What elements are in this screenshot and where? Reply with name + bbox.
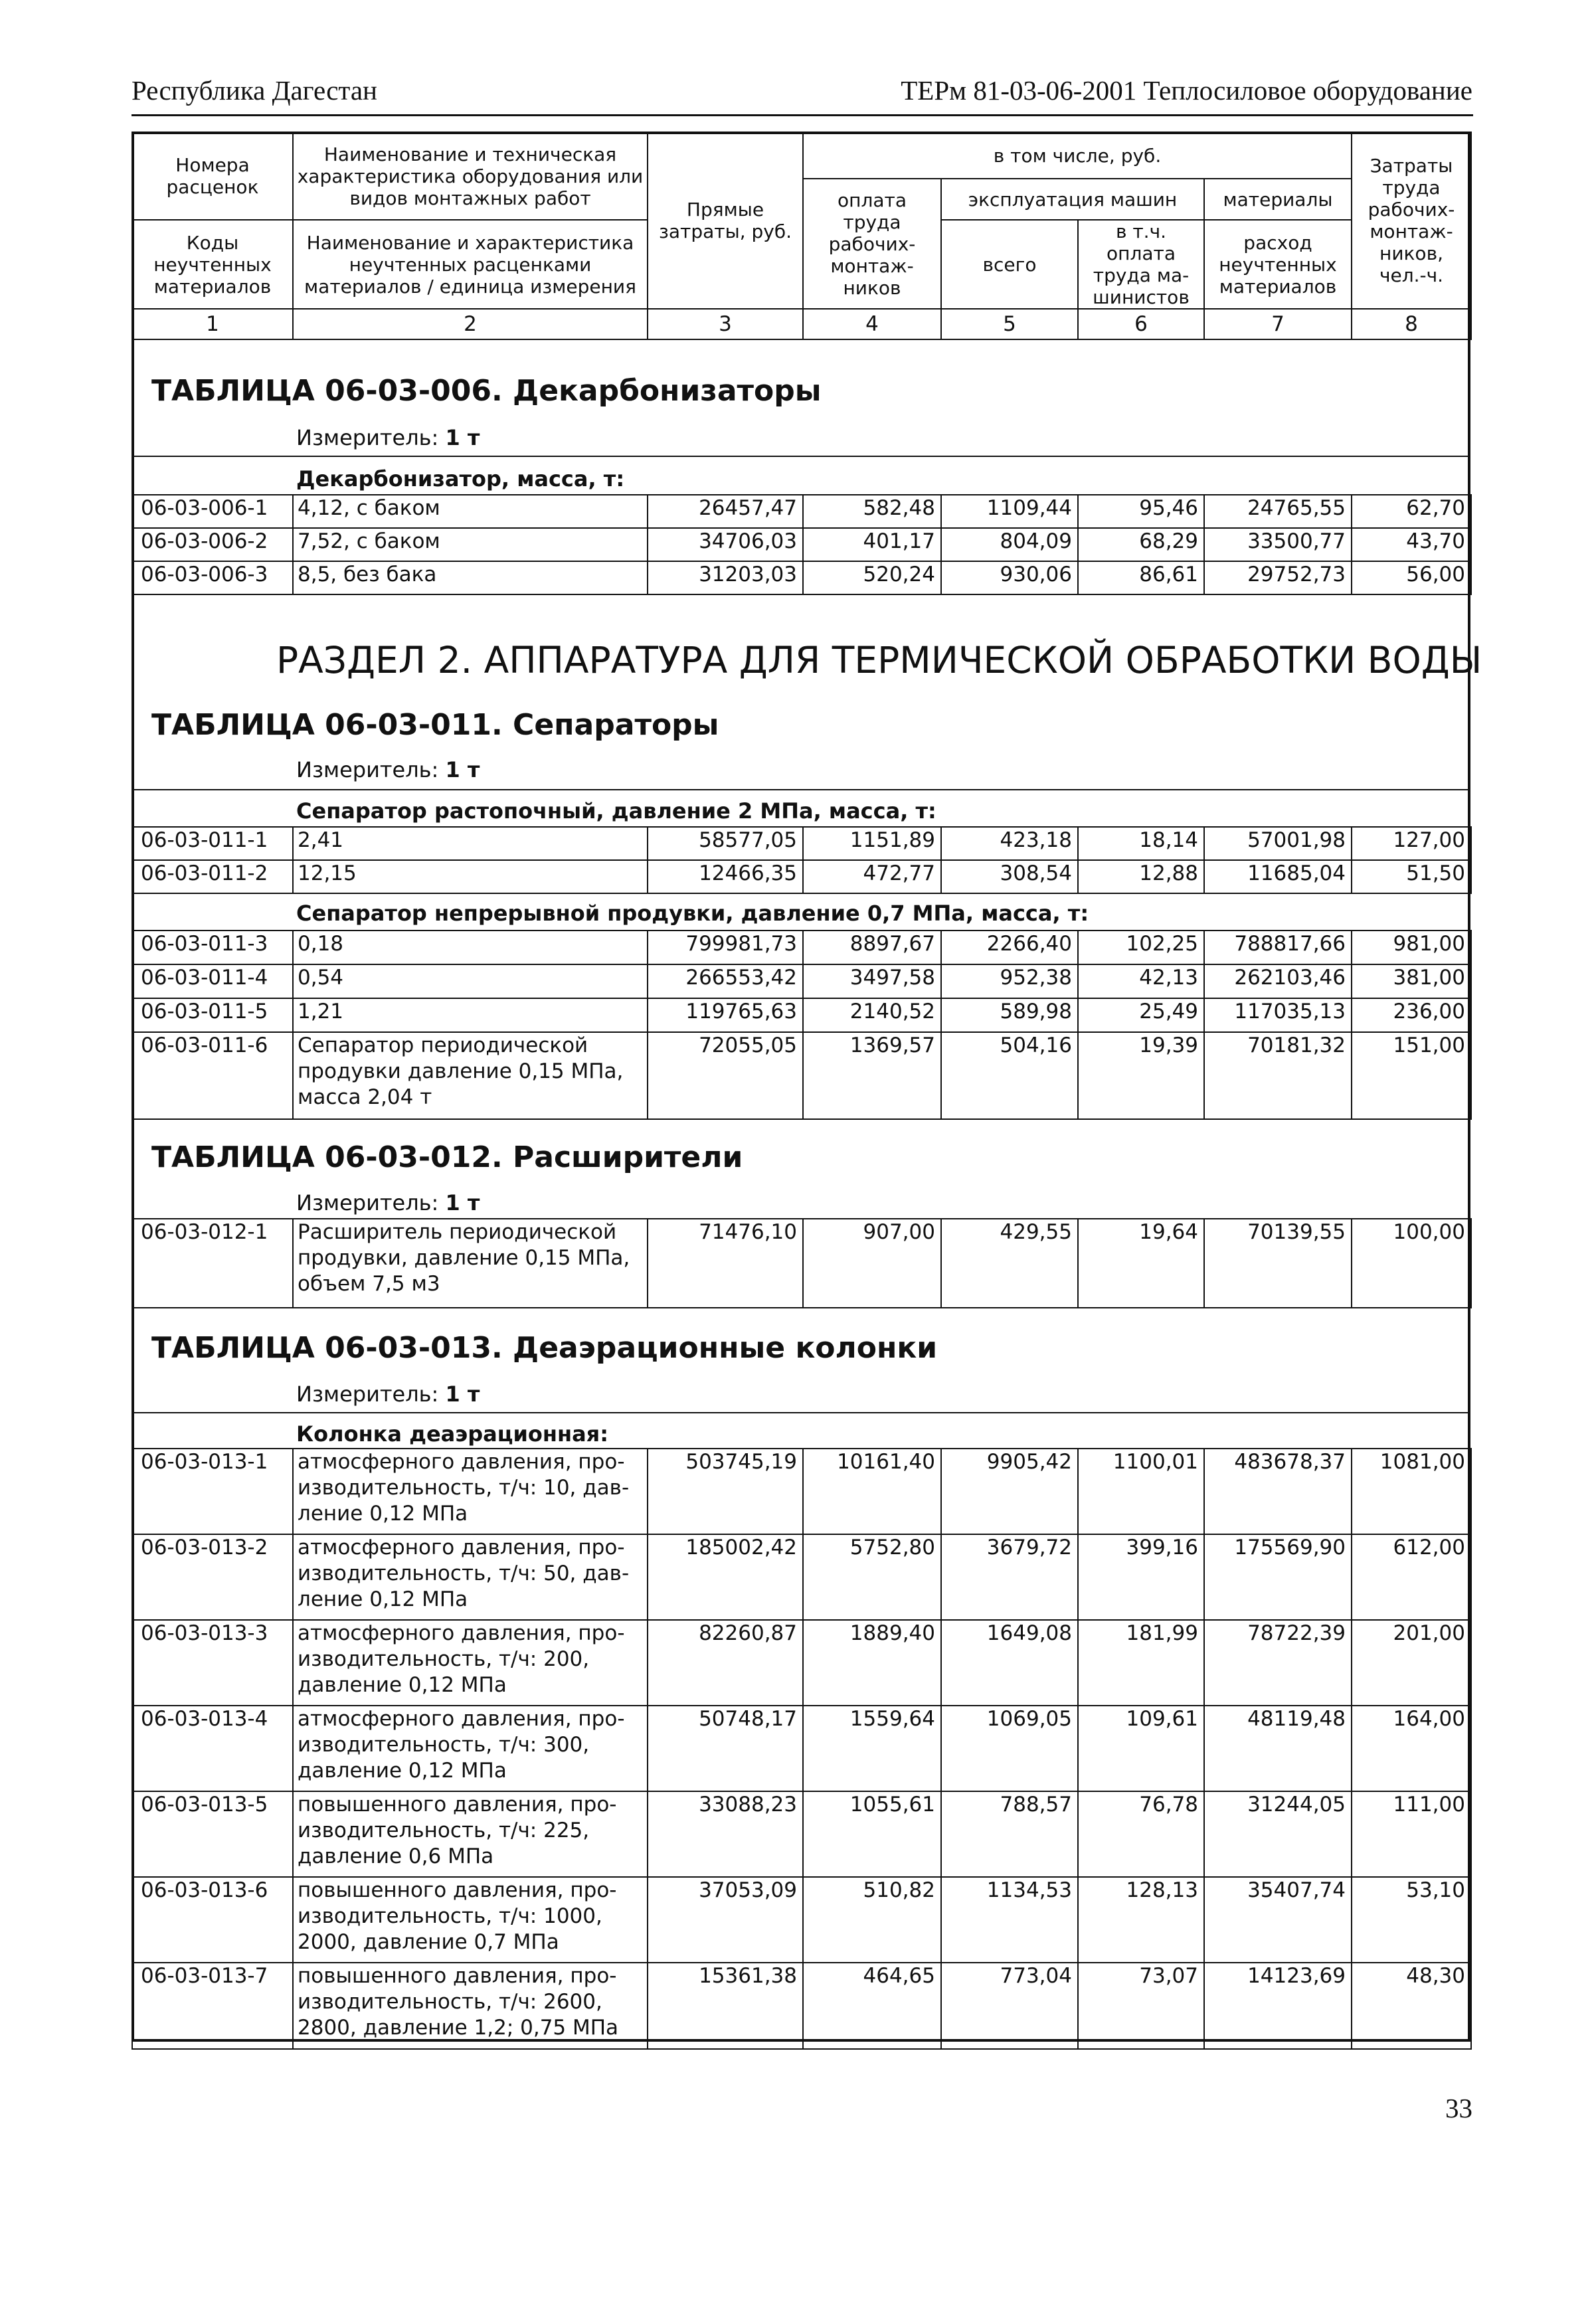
table-row [132,1963,1471,2049]
rate-code: 06-03-011-1 [132,827,293,860]
direct-costs: 82260,87 [648,1620,803,1706]
section-title: ТАБЛИЦА 06-03-011. Сепараторы [151,708,719,742]
direct-costs: 15361,38 [648,1963,803,2049]
rate-code: 06-03-006-2 [132,528,293,561]
table-row [132,998,1471,1032]
col-head-including: в том числе, руб. [803,132,1352,179]
machinist-pay: 102,25 [1078,931,1204,964]
materials: 70139,55 [1204,1219,1352,1308]
measure-line [296,425,480,450]
machinist-pay: 18,14 [1078,827,1204,860]
labor-hours: 53,10 [1352,1877,1471,1963]
rate-description: 1,21 [293,998,648,1032]
measure-line [296,1381,480,1407]
direct-costs: 799981,73 [648,931,803,964]
worker-pay: 2140,52 [803,998,941,1032]
rate-code: 06-03-013-2 [132,1534,293,1620]
machinist-pay: 109,61 [1078,1706,1204,1791]
table-row [132,561,1471,594]
materials: 48119,48 [1204,1706,1352,1791]
col-head-materials: материалы [1204,179,1352,220]
table-row [132,1706,1471,1791]
table-header [132,132,1472,340]
machinist-pay: 76,78 [1078,1791,1204,1877]
worker-pay: 1559,64 [803,1706,941,1791]
divider [132,1412,1470,1413]
column-number: 3 [648,309,803,339]
column-number: 2 [293,309,648,339]
column-number: 1 [132,309,293,339]
materials: 57001,98 [1204,827,1352,860]
table-row [132,1449,1471,1534]
machinist-pay: 68,29 [1078,528,1204,561]
col-head-worker-pay: оплата труда рабочих-монтаж-ников [803,179,941,309]
materials: 78722,39 [1204,1620,1352,1706]
worker-pay: 510,82 [803,1877,941,1963]
rate-description: атмосферного давления, про-изводительность, т/ч: 10, дав-ление 0,12 МПа [293,1449,648,1534]
direct-costs: 72055,05 [648,1032,803,1119]
rate-code: 06-03-006-1 [132,495,293,528]
machine-total: 423,18 [941,827,1078,860]
rate-description: 8,5, без бака [293,561,648,594]
rate-code: 06-03-013-5 [132,1791,293,1877]
machinist-pay: 19,39 [1078,1032,1204,1119]
rates-table-006 [132,494,1472,595]
direct-costs: 37053,09 [648,1877,803,1963]
worker-pay: 1055,61 [803,1791,941,1877]
col-head-material-codes: Коды неучтенных материалов [132,220,293,309]
labor-hours: 612,00 [1352,1534,1471,1620]
labor-hours: 381,00 [1352,964,1471,998]
col-head-work-name: Наименование и техническая характеристика оборудования или видов монтажных работ [293,132,648,220]
divider [132,789,1470,790]
rate-code: 06-03-013-3 [132,1620,293,1706]
rate-description: 7,52, с баком [293,528,648,561]
col-head-labor-costs: Затраты труда рабочих-монтаж-ников, чел.-ч. [1352,132,1471,309]
table-row [132,1877,1471,1963]
machine-total: 429,55 [941,1219,1078,1308]
rate-code: 06-03-011-3 [132,931,293,964]
rate-description: повышенного давления, про-изводительность, т/ч: 225, давление 0,6 МПа [293,1791,648,1877]
group-subheading: Колонка деаэрационная: [296,1421,609,1447]
rate-description: Сепаратор периодической продувки давление 0,15 МПа, масса 2,04 т [293,1032,648,1119]
direct-costs: 119765,63 [648,998,803,1032]
labor-hours: 51,50 [1352,860,1471,893]
worker-pay: 472,77 [803,860,941,893]
labor-hours: 56,00 [1352,561,1471,594]
rate-code: 06-03-013-6 [132,1877,293,1963]
machine-total: 952,38 [941,964,1078,998]
measure-value: 1 т [445,425,480,450]
labor-hours: 100,00 [1352,1219,1471,1308]
direct-costs: 58577,05 [648,827,803,860]
machinist-pay: 12,88 [1078,860,1204,893]
rate-description: 0,54 [293,964,648,998]
machinist-pay: 73,07 [1078,1963,1204,2049]
rate-code: 06-03-011-4 [132,964,293,998]
materials: 24765,55 [1204,495,1352,528]
machinist-pay: 42,13 [1078,964,1204,998]
rates-table-011b [132,930,1472,1120]
measure-line [296,757,480,782]
page-number: 33 [1445,2093,1472,2123]
labor-hours: 62,70 [1352,495,1471,528]
rates-table-011a [132,826,1472,894]
machine-total: 589,98 [941,998,1078,1032]
rate-code: 06-03-011-5 [132,998,293,1032]
worker-pay: 907,00 [803,1219,941,1308]
direct-costs: 34706,03 [648,528,803,561]
worker-pay: 1889,40 [803,1620,941,1706]
rate-description: 12,15 [293,860,648,893]
materials: 483678,37 [1204,1449,1352,1534]
materials: 29752,73 [1204,561,1352,594]
direct-costs: 26457,47 [648,495,803,528]
table-row [132,964,1471,998]
section-title: ТАБЛИЦА 06-03-012. Расширители [151,1140,743,1174]
materials: 35407,74 [1204,1877,1352,1963]
table-row [132,1032,1471,1119]
machinist-pay: 95,46 [1078,495,1204,528]
machine-total: 308,54 [941,860,1078,893]
machinist-pay: 181,99 [1078,1620,1204,1706]
worker-pay: 582,48 [803,495,941,528]
machine-total: 804,09 [941,528,1078,561]
materials: 117035,13 [1204,998,1352,1032]
direct-costs: 33088,23 [648,1791,803,1877]
machine-total: 773,04 [941,1963,1078,2049]
labor-hours: 981,00 [1352,931,1471,964]
rate-description: 2,41 [293,827,648,860]
machine-total: 1069,05 [941,1706,1078,1791]
machine-total: 1134,53 [941,1877,1078,1963]
worker-pay: 464,65 [803,1963,941,2049]
group-subheading: Сепаратор непрерывной продувки, давление 0,7 МПа, масса, т: [296,901,1089,926]
rate-code: 06-03-011-6 [132,1032,293,1119]
header-region: Республика Дагестан [132,75,377,106]
worker-pay: 401,17 [803,528,941,561]
col-head-machinist-pay: в т.ч. оплата труда ма-шинистов [1078,220,1204,309]
table-row [132,495,1471,528]
rate-description: атмосферного давления, про-изводительность, т/ч: 50, дав-ление 0,12 МПа [293,1534,648,1620]
machinist-pay: 1100,01 [1078,1449,1204,1534]
worker-pay: 1369,57 [803,1032,941,1119]
table-row [132,931,1471,964]
table-row [132,1791,1471,1877]
machinist-pay: 19,64 [1078,1219,1204,1308]
worker-pay: 520,24 [803,561,941,594]
rate-code: 06-03-006-3 [132,561,293,594]
machinist-pay: 128,13 [1078,1877,1204,1963]
worker-pay: 1151,89 [803,827,941,860]
measure-label: Измеритель: [296,425,439,450]
col-head-machine-operation: эксплуатация машин [941,179,1204,220]
materials: 788817,66 [1204,931,1352,964]
measure-label: Измеритель: [296,757,439,782]
section-title: ТАБЛИЦА 06-03-006. Декарбонизаторы [151,374,822,408]
labor-hours: 201,00 [1352,1620,1471,1706]
materials: 33500,77 [1204,528,1352,561]
labor-hours: 127,00 [1352,827,1471,860]
divider [132,456,1470,457]
machine-total: 504,16 [941,1032,1078,1119]
labor-hours: 164,00 [1352,1706,1471,1791]
labor-hours: 236,00 [1352,998,1471,1032]
worker-pay: 10161,40 [803,1449,941,1534]
materials: 262103,46 [1204,964,1352,998]
col-head-machine-total: всего [941,220,1078,309]
rate-code: 06-03-013-4 [132,1706,293,1791]
rate-description: 0,18 [293,931,648,964]
col-head-material-consumption: расход неучтенных материалов [1204,220,1352,309]
rate-description: атмосферного давления, про-изводительность, т/ч: 300, давление 0,12 МПа [293,1706,648,1791]
table-row [132,1620,1471,1706]
machine-total: 2266,40 [941,931,1078,964]
table-row [132,1219,1471,1308]
rates-table-013 [132,1448,1472,2050]
column-numbers-row [132,309,1471,339]
header-rule [132,114,1473,116]
measure-line [296,1190,480,1215]
table-row [132,827,1471,860]
column-number: 6 [1078,309,1204,339]
group-subheading: Сепаратор растопочный, давление 2 МПа, масса, т: [296,798,936,824]
rate-description: атмосферного давления, про-изводительность, т/ч: 200, давление 0,12 МПа [293,1620,648,1706]
table-row [132,860,1471,893]
rate-code: 06-03-013-1 [132,1449,293,1534]
labor-hours: 151,00 [1352,1032,1471,1119]
column-number: 7 [1204,309,1352,339]
rate-description: повышенного давления, про-изводительность, т/ч: 1000, 2000, давление 0,7 МПа [293,1877,648,1963]
group-subheading: Декарбонизатор, масса, т: [296,466,625,491]
column-number: 8 [1352,309,1471,339]
table-row [132,528,1471,561]
worker-pay: 8897,67 [803,931,941,964]
machinist-pay: 86,61 [1078,561,1204,594]
machine-total: 1109,44 [941,495,1078,528]
column-number: 4 [803,309,941,339]
measure-value: 1 т [445,1381,480,1407]
worker-pay: 3497,58 [803,964,941,998]
worker-pay: 5752,80 [803,1534,941,1620]
rate-description: повышенного давления, про-изводительность, т/ч: 2600, 2800, давление 1,2; 0,75 МПа [293,1963,648,2049]
machinist-pay: 399,16 [1078,1534,1204,1620]
rate-code: 06-03-013-7 [132,1963,293,2049]
materials: 14123,69 [1204,1963,1352,2049]
rates-table-012 [132,1218,1472,1308]
machinist-pay: 25,49 [1078,998,1204,1032]
machine-total: 930,06 [941,561,1078,594]
direct-costs: 503745,19 [648,1449,803,1534]
labor-hours: 43,70 [1352,528,1471,561]
table-row [132,1534,1471,1620]
section-title: ТАБЛИЦА 06-03-013. Деаэрационные колонки [151,1331,938,1365]
machine-total: 9905,42 [941,1449,1078,1534]
direct-costs: 71476,10 [648,1219,803,1308]
rate-code: 06-03-011-2 [132,860,293,893]
materials: 70181,32 [1204,1032,1352,1119]
machine-total: 788,57 [941,1791,1078,1877]
col-head-direct-costs: Прямые затраты, руб. [648,132,803,309]
rate-description: Расширитель периодической продувки, давление 0,15 МПа, объем 7,5 м3 [293,1219,648,1308]
measure-value: 1 т [445,1190,480,1215]
labor-hours: 1081,00 [1352,1449,1471,1534]
machine-total: 3679,72 [941,1534,1078,1620]
rate-code: 06-03-012-1 [132,1219,293,1308]
direct-costs: 185002,42 [648,1534,803,1620]
direct-costs: 266553,42 [648,964,803,998]
direct-costs: 31203,03 [648,561,803,594]
measure-label: Измеритель: [296,1190,439,1215]
materials: 31244,05 [1204,1791,1352,1877]
column-number: 5 [941,309,1078,339]
measure-label: Измеритель: [296,1381,439,1407]
measure-value: 1 т [445,757,480,782]
header-document-title: ТЕРм 81-03-06-2001 Теплосиловое оборудование [901,75,1472,106]
col-head-material-name: Наименование и характеристика неучтенных расценками материалов / единица измерения [293,220,648,309]
materials: 11685,04 [1204,860,1352,893]
machine-total: 1649,08 [941,1620,1078,1706]
materials: 175569,90 [1204,1534,1352,1620]
direct-costs: 50748,17 [648,1706,803,1791]
col-head-rate-numbers: Номера расценок [132,132,293,220]
rate-description: 4,12, с баком [293,495,648,528]
labor-hours: 111,00 [1352,1791,1471,1877]
labor-hours: 48,30 [1352,1963,1471,2049]
direct-costs: 12466,35 [648,860,803,893]
section-heading: РАЗДЕЛ 2. АППАРАТУРА ДЛЯ ТЕРМИЧЕСКОЙ ОБРАБОТКИ ВОДЫ [276,639,1482,681]
